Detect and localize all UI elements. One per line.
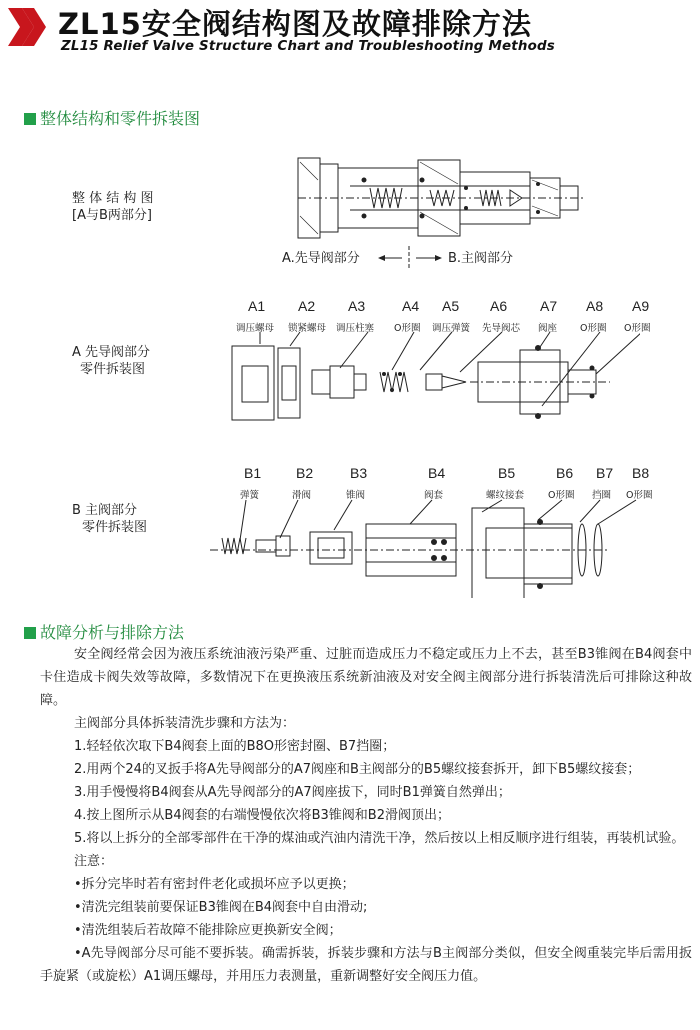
note-4: •A先导阀部分尽可能不要拆装。确需拆装，拆装步骤和方法与B主阀部分类似，但安全阀重装完毕后需用扳手旋紧（或旋松）A1调压螺母，并用压力表测量，重新调整好安全阀压力值。 xyxy=(40,946,692,984)
overall-structure-label: 整 体 结 构 图 [A与B两部分] xyxy=(72,191,154,223)
step-4: 4.按上图所示从B4阀套的右端慢慢依次将B3锥阀和B2滑阀顶出； xyxy=(74,808,450,823)
group-b-label: B 主阀部分 零件拆装图 xyxy=(72,503,148,535)
part-name-a9: O形圈 xyxy=(624,323,651,334)
section-heading-troubleshooting: 故障分析与排除方法 xyxy=(24,620,184,643)
part-name-a1: 调压螺母 xyxy=(236,323,275,334)
overall-assembly-drawing xyxy=(290,150,590,250)
step-2: 2.用两个24的叉扳手将A先导阀部分的A7阀座和B主阀部分的B5螺纹接套拆开，卸下B5螺纹接套； xyxy=(74,762,641,777)
note-2: •清洗完组装前要保证B3锥阀在B4阀套中自由滑动; xyxy=(74,900,368,915)
bullet-square-icon xyxy=(24,627,36,639)
group-a-exploded-drawing xyxy=(220,310,640,430)
part-code-b3: B3 xyxy=(350,465,368,481)
group-a-label: A 先导阀部分 零件拆装图 xyxy=(72,345,151,377)
bullet-square-icon xyxy=(24,113,36,125)
part-code-a9: A9 xyxy=(632,298,650,314)
step-5: 5.将以上拆分的全部零部件在干净的煤油或汽油内清洗干净，然后按以上相反顺序进行组装，再装机试验。 xyxy=(74,831,685,846)
step-1: 1.轻轻依次取下B4阀套上面的B8O形密封圈、B7挡圈； xyxy=(74,739,396,754)
part-name-b3: 锥阀 xyxy=(346,490,366,501)
part-code-a3: A3 xyxy=(348,298,366,314)
part-name-a6: 先导阀芯 xyxy=(482,323,521,334)
page-title: ZL15安全阀结构图及故障排除方法 xyxy=(58,7,532,41)
part-code-b7: B7 xyxy=(596,465,614,481)
part-code-b5: B5 xyxy=(498,465,516,481)
note-3: •清洗组装后若故障不能排除应更换新安全阀； xyxy=(74,923,342,938)
part-b-label: B.主阀部分 xyxy=(448,251,514,266)
part-code-a2: A2 xyxy=(298,298,316,314)
page-subtitle: ZL15 Relief Valve Structure Chart and Troubleshooting Methods xyxy=(61,39,555,54)
part-code-a7: A7 xyxy=(540,298,558,314)
section-heading-structure: 整体结构和零件拆装图 xyxy=(24,106,200,129)
note-1: •拆分完毕时若有密封件老化或损坏应予以更换； xyxy=(74,877,355,892)
part-name-b1: 弹簧 xyxy=(240,490,260,501)
part-name-a5: 调压弹簧 xyxy=(432,323,471,334)
part-code-a6: A6 xyxy=(490,298,508,314)
group-b-exploded-drawing xyxy=(210,478,653,598)
part-code-a1: A1 xyxy=(248,298,266,314)
part-name-b7: 挡圈 xyxy=(592,490,612,501)
part-a-label: A.先导阀部分 xyxy=(282,251,360,266)
step-3: 3.用手慢慢将B4阀套从A先导阀部分的A7阀座拔下，同时B1弹簧自然弹出； xyxy=(74,785,511,800)
brand-chevron-icon xyxy=(4,4,48,50)
part-name-b2: 滑阀 xyxy=(292,490,312,501)
intro-paragraph: 安全阀经常会因为液压系统油液污染严重、过脏而造成压力不稳定或压力上不去，甚至B3锥阀在B4阀套中卡住造成卡阀失效等故障，多数情况下在更换液压系统新油液及对安全阀主阀部分进行拆装清洗后可排除这种故障。 xyxy=(40,647,692,708)
part-name-a7: 阀座 xyxy=(538,323,558,334)
part-divider-arrows xyxy=(376,246,446,270)
part-code-b8: B8 xyxy=(632,465,650,481)
part-code-b2: B2 xyxy=(296,465,314,481)
part-code-b6: B6 xyxy=(556,465,574,481)
part-code-a5: A5 xyxy=(442,298,460,314)
notes-title: 注意： xyxy=(74,854,114,869)
part-code-b4: B4 xyxy=(428,465,446,481)
part-code-b1: B1 xyxy=(244,465,262,481)
part-name-a8: O形圈 xyxy=(580,323,607,334)
part-name-b8: O形圈 xyxy=(626,490,653,501)
part-name-a2: 锁紧螺母 xyxy=(288,323,327,334)
part-name-b5: 螺纹接套 xyxy=(486,490,525,501)
part-code-a4: A4 xyxy=(402,298,420,314)
part-name-b6: O形圈 xyxy=(548,490,575,501)
troubleshooting-body xyxy=(40,643,692,988)
part-code-a8: A8 xyxy=(586,298,604,314)
part-name-a3: 调压柱塞 xyxy=(336,323,375,334)
part-name-b4: 阀套 xyxy=(424,490,444,501)
steps-title: 主阀部分具体拆装清洗步骤和方法为： xyxy=(74,716,296,731)
part-name-a4: O形圈 xyxy=(394,323,421,334)
